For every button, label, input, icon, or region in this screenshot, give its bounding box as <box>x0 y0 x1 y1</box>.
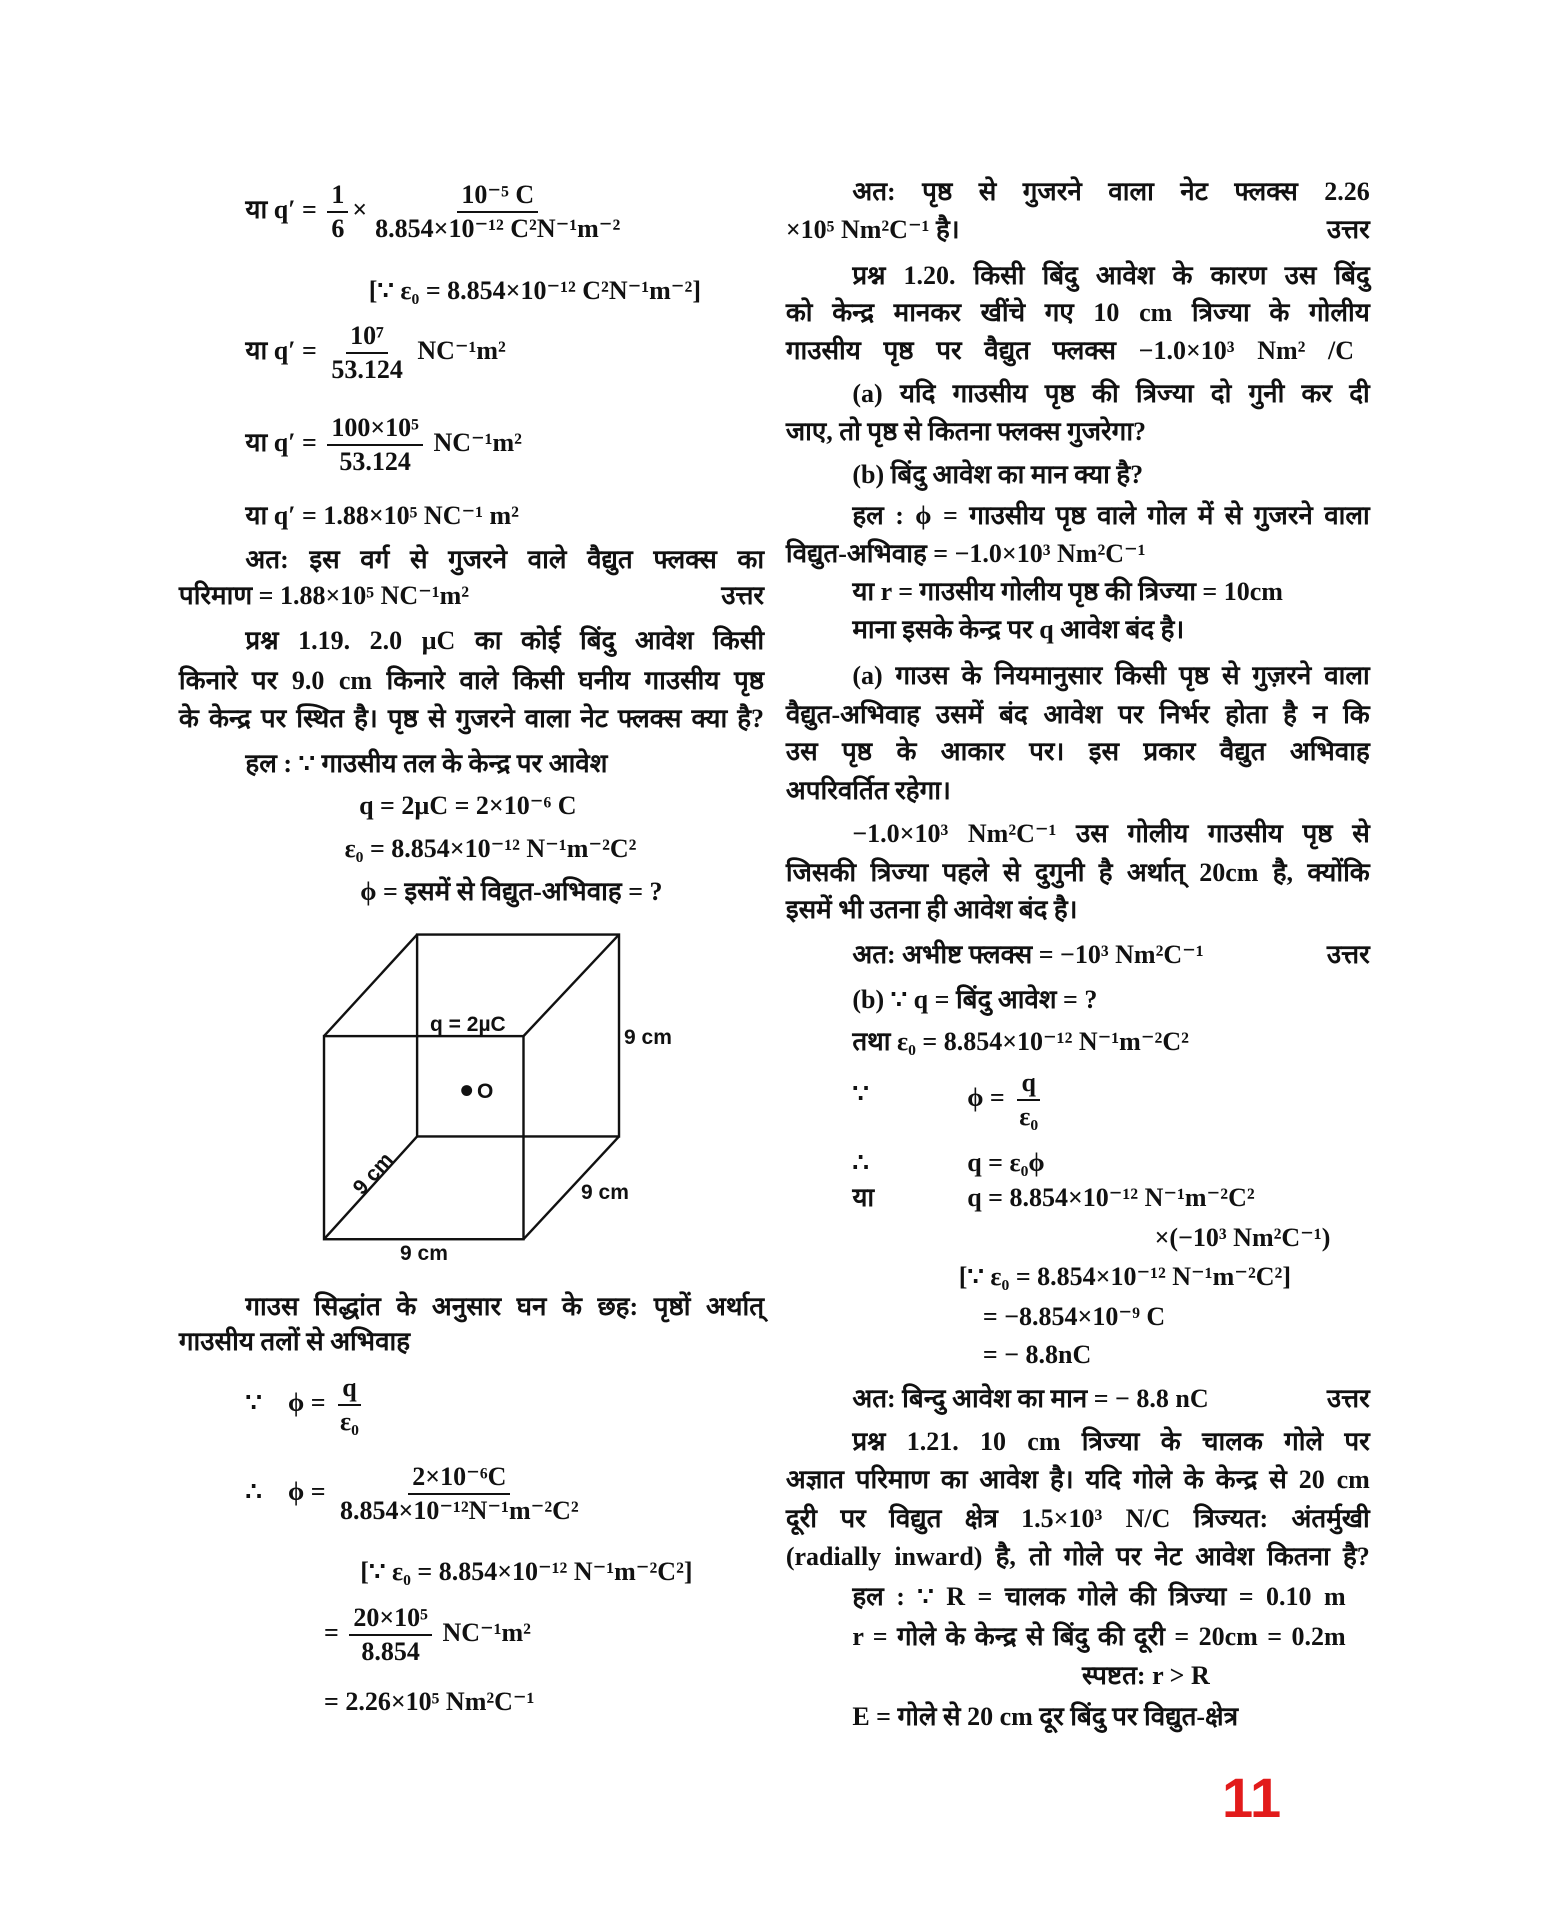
text-run: −1.0×10³ Nm²C⁻¹ उस गोलीय गाउसीय पृष्ठ से <box>852 819 1370 849</box>
text-run: हल : ∵ गाउसीय तल के केन्द्र पर आवेश <box>245 749 608 779</box>
charge-label: q = 2µC <box>430 1013 506 1036</box>
text-run: q = 2µC = 2×10⁻⁶ C <box>359 791 577 821</box>
edge-label: 9 cm <box>581 1181 629 1204</box>
fraction-denominator: ε₀ <box>1019 1102 1039 1132</box>
text-run: ×(−10³ Nm²C⁻¹) <box>1154 1223 1331 1253</box>
text-run: प्रश्न 1.20. किसी बिंदु आवेश के कारण उस बिंदु <box>852 260 1370 290</box>
text-run: = <box>324 1617 346 1647</box>
text-run: (a) गाउस के नियमानुसार किसी पृष्ठ से गुज़रने वाला <box>852 660 1370 690</box>
text-run: = 2.26×10⁵ Nm²C⁻¹ <box>324 1687 535 1717</box>
text-run: या q′ = 1.88×10⁵ NC⁻¹ m² <box>245 501 519 531</box>
text-run: या <box>852 1183 875 1213</box>
fraction-denominator: ε₀ <box>340 1406 359 1436</box>
answer-mark: उत्तर <box>1326 214 1370 244</box>
text-run: (b) बिंदु आवेश का मान क्या है? <box>852 460 1144 490</box>
text-run: हल : ∵ R = चालक गोले की त्रिज्या = 0.10 m <box>852 1582 1346 1612</box>
edge-label: 9 cm <box>400 1242 448 1265</box>
text-run: [∵ ε₀ = 8.854×10⁻¹² C²N⁻¹m⁻²] <box>368 276 701 306</box>
text-run: (a) यदि गाउसीय पृष्ठ की त्रिज्या दो गुनी कर दी <box>852 379 1370 409</box>
text-run: या q′ = <box>245 335 324 365</box>
fraction-denominator: 53.124 <box>331 355 403 385</box>
text-run: प्रश्न 1.21. 10 cm त्रिज्या के चालक गोले पर <box>852 1427 1370 1457</box>
text-run: अत: अभीष्ट फ्लक्स = −10³ Nm²C⁻¹ <box>852 940 1204 970</box>
text-run: r = गोले के केन्द्र से बिंदु की दूरी = 20cm = 0.2m <box>852 1621 1346 1651</box>
text-run: गाउस सिद्धांत के अनुसार घन के छह: पृष्ठों अर्थात् <box>245 1291 765 1321</box>
edge-label: 9 cm <box>624 1026 672 1049</box>
answer-mark: उत्तर <box>1326 940 1370 970</box>
text-run: (radially inward) है, तो गोले पर नेट आवेश कितना है? <box>785 1542 1370 1572</box>
text-run: ε₀ = 8.854×10⁻¹² N⁻¹m⁻²C² <box>344 833 637 863</box>
edge-label: 9 cm <box>348 1148 398 1200</box>
text-run: किनारे पर 9.0 cm किनारे वाले किसी घनीय गाउसीय पृष्ठ <box>178 665 765 695</box>
fraction-numerator: 10⁻⁵ C <box>457 182 538 213</box>
text-run: या q′ = <box>245 194 324 224</box>
text-run: E = गोले से 20 cm दूर बिंदु पर विद्युत-क्षेत्र <box>852 1701 1239 1731</box>
text-run: जिसकी त्रिज्या पहले से दुगुनी है अर्थात् 20cm है, क्योंकि <box>785 857 1370 887</box>
text-run: या r = गाउसीय गोलीय पृष्ठ की त्रिज्या = 10cm <box>852 577 1283 607</box>
text-run: ∵ ϕ = <box>245 1387 333 1417</box>
fraction-numerator: 10⁷ <box>346 323 388 354</box>
text-run: NC⁻¹m² <box>435 1617 531 1647</box>
fraction-numerator: 20×10⁵ <box>349 1605 432 1636</box>
text-run: गाउसीय पृष्ठ पर वैद्युत फ्लक्स −1.0×10³ Nm² /C <box>785 335 1355 365</box>
text-run: अपरिवर्तित रहेगा। <box>785 775 951 805</box>
text-run: ×10⁵ Nm²C⁻¹ है। <box>785 214 960 244</box>
text-run: हल : ϕ = गाउसीय पृष्ठ वाले गोल में से गुजरने वाला <box>852 501 1370 531</box>
text-run: के केन्द्र पर स्थित है। पृष्ठ से गुजरने वाला नेट फ्लक्स क्या है? <box>178 704 765 734</box>
charge-point <box>461 1085 472 1096</box>
text-run: गाउसीय तलों से अभिवाह <box>178 1326 411 1356</box>
text-run: वैद्युत-अभिवाह उसमें बंद आवेश पर निर्भर होता है न कि <box>785 699 1370 729</box>
text-run: परिमाण = 1.88×10⁵ NC⁻¹m² <box>178 581 470 611</box>
fraction-numerator: q <box>1017 1070 1039 1101</box>
fraction-denominator: 8.854 <box>361 1636 420 1666</box>
text-run: को केन्द्र मानकर खींचे गए 10 cm त्रिज्या के गोलीय <box>785 298 1370 328</box>
text-run: q = ε₀ϕ <box>967 1148 1045 1178</box>
text-run: [∵ ε₀ = 8.854×10⁻¹² N⁻¹m⁻²C²] <box>360 1556 693 1586</box>
text-run: अत: इस वर्ग से गुजरने वाले वैद्युत फ्लक्स का <box>245 544 765 574</box>
text-run: ϕ = <box>967 1083 1012 1113</box>
text-run: × <box>352 194 368 224</box>
text-run: माना इसके केन्द्र पर q आवेश बंद है। <box>852 614 1185 644</box>
fraction-denominator: 53.124 <box>339 446 411 476</box>
text-run: = −8.854×10⁻⁹ C <box>982 1301 1166 1331</box>
center-label: O <box>477 1080 494 1103</box>
text-run: ∵ <box>852 1079 869 1109</box>
fraction-numerator: q <box>338 1375 360 1406</box>
text-run: = − 8.8nC <box>982 1340 1092 1370</box>
text-run: या q′ = <box>245 427 324 457</box>
text-run: प्रश्न 1.19. 2.0 µC का कोई बिंदु आवेश किसी <box>245 625 765 655</box>
text-run: q = 8.854×10⁻¹² N⁻¹m⁻²C² <box>967 1183 1255 1213</box>
text-run: अत: बिन्दु आवेश का मान = − 8.8 nC <box>852 1383 1209 1413</box>
fraction-denominator: 8.854×10⁻¹² C²N⁻¹m⁻² <box>375 213 621 243</box>
fraction-numerator: 2×10⁻⁶C <box>408 1464 510 1495</box>
text-run: स्पष्टत: r > R <box>1082 1660 1210 1690</box>
text-run: NC⁻¹m² <box>410 335 506 365</box>
fraction-numerator: 1 <box>327 182 348 213</box>
text-run: इसमें भी उतना ही आवेश बंद है। <box>785 895 1078 925</box>
answer-mark: उत्तर <box>721 581 765 611</box>
text-run: ∴ <box>852 1148 869 1178</box>
fraction-numerator: 100×10⁵ <box>327 415 423 446</box>
text-run: NC⁻¹m² <box>426 427 522 457</box>
fraction-denominator: 8.854×10⁻¹²N⁻¹m⁻²C² <box>340 1496 579 1526</box>
text-run: उस पृष्ठ के आकार पर। इस प्रकार वैद्युत अभिवाह <box>785 736 1370 766</box>
text-run: ∴ ϕ = <box>245 1477 333 1507</box>
text-run: [∵ ε₀ = 8.854×10⁻¹² N⁻¹m⁻²C²] <box>958 1261 1291 1291</box>
page-number: 11 <box>1222 1766 1282 1829</box>
answer-mark: उत्तर <box>1326 1383 1370 1413</box>
text-run: अज्ञात परिमाण का आवेश है। यदि गोले के केन्द्र से 20 cm <box>785 1464 1370 1494</box>
text-run: तथा ε₀ = 8.854×10⁻¹² N⁻¹m⁻²C² <box>852 1027 1189 1057</box>
text-run: दूरी पर विद्युत क्षेत्र 1.5×10³ N/C त्रिज्यत: अंतर्मुखी <box>785 1503 1370 1533</box>
text-run: (b) ∵ q = बिंदु आवेश = ? <box>852 984 1098 1014</box>
text-run: जाए, तो पृष्ठ से कितना फ्लक्स गुजरेगा? <box>785 416 1147 446</box>
text-run: ϕ = इसमें से विद्युत-अभिवाह = ? <box>360 877 663 907</box>
fraction-denominator: 6 <box>331 213 345 243</box>
text-run: विद्युत-अभिवाह = −1.0×10³ Nm²C⁻¹ <box>785 538 1146 568</box>
text-run: अत: पृष्ठ से गुजरने वाला नेट फ्लक्स 2.26 <box>852 177 1370 207</box>
